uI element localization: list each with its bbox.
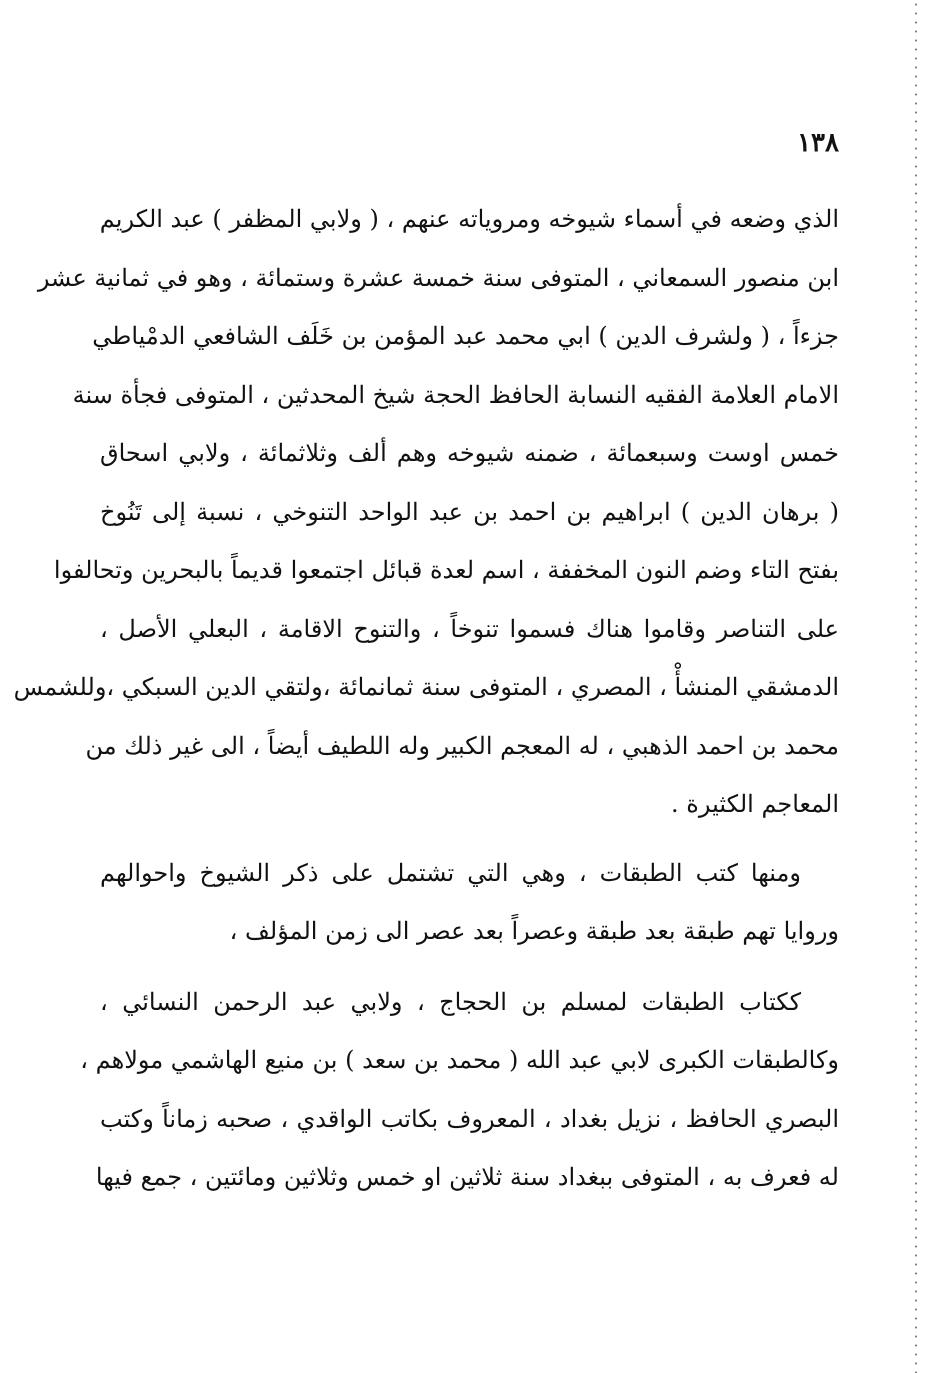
text-line: على التناصر وقاموا هناك فسموا تنوخاً ، والتنوح الاقامة ، البعلي الأصل ، [100, 614, 839, 643]
page-body-text [13, 190, 839, 1207]
text-line: ككتاب الطبقات لمسلم بن الحجاج ، ولابي عبد الرحمن النسائي ، [100, 987, 801, 1016]
text-line: البصري الحافظ ، نزيل بغداد ، المعروف بكاتب الواقدي ، صحبه زماناً وكتب [100, 1104, 839, 1133]
text-line: ومنها كتب الطبقات ، وهي التي تشتمل على ذكر الشيوخ واحوالهم [100, 858, 801, 887]
text-line: بفتح التاء وضم النون المخففة ، اسم لعدة قبائل اجتمعوا قديماً بالبحرين وتحالفوا [53, 556, 839, 584]
text-line: الذي وضعه في أسماء شيوخه ومروياته عنهم ، ( ولابي المظفر ) عبد الكريم [99, 205, 839, 233]
text-line: وروايا تهم طبقة بعد طبقة وعصراً بعد عصر الى زمن المؤلف ، [229, 917, 839, 945]
page-edge-dots [915, 0, 917, 1373]
text-line: المعاجم الكثيرة . [671, 790, 839, 818]
text-line: الامام العلامة الفقيه النسابة الحافظ الحجة شيخ المحدثين ، المتوفى فجأة سنة [72, 380, 839, 409]
paragraph [100, 844, 839, 961]
text-line: الدمشقي المنشأْ ، المصري ، المتوفى سنة ثمانمائة ،ولتقي الدين السبكي ،وللشمس [13, 673, 839, 701]
text-line: جزءاً ، ( ولشرف الدين ) ابي محمد عبد المؤمن بن خَلَف الشافعي الدمْياطي [92, 322, 839, 350]
paragraph [80, 973, 839, 1207]
text-line: وكالطبقات الكبرى لابي عبد الله ( محمد بن سعد ) بن منيع الهاشمي مولاهم ، [80, 1046, 839, 1074]
text-line: خمس اوست وسبعمائة ، ضمنه شيوخه وهم ألف وثلاثمائة ، ولابي اسحاق [100, 439, 839, 467]
page-number: ١٣٨ [797, 128, 839, 158]
paragraph [13, 190, 839, 834]
text-line: ( برهان الدين ) ابراهيم بن احمد بن عبد الواحد التنوخي ، نسبة إلى تَنُوخ [100, 497, 839, 526]
text-line: محمد بن احمد الذهبي ، له المعجم الكبير وله اللطيف أيضاً ، الى غير ذلك من [85, 731, 839, 760]
text-line: له فعرف به ، المتوفى ببغداد سنة ثلاثين او خمس وثلاثين ومائتين ، جمع فيها [95, 1163, 839, 1191]
text-line: ابن منصور السمعاني ، المتوفى سنة خمسة عشرة وستمائة ، وهو في ثمانية عشر [37, 263, 839, 292]
